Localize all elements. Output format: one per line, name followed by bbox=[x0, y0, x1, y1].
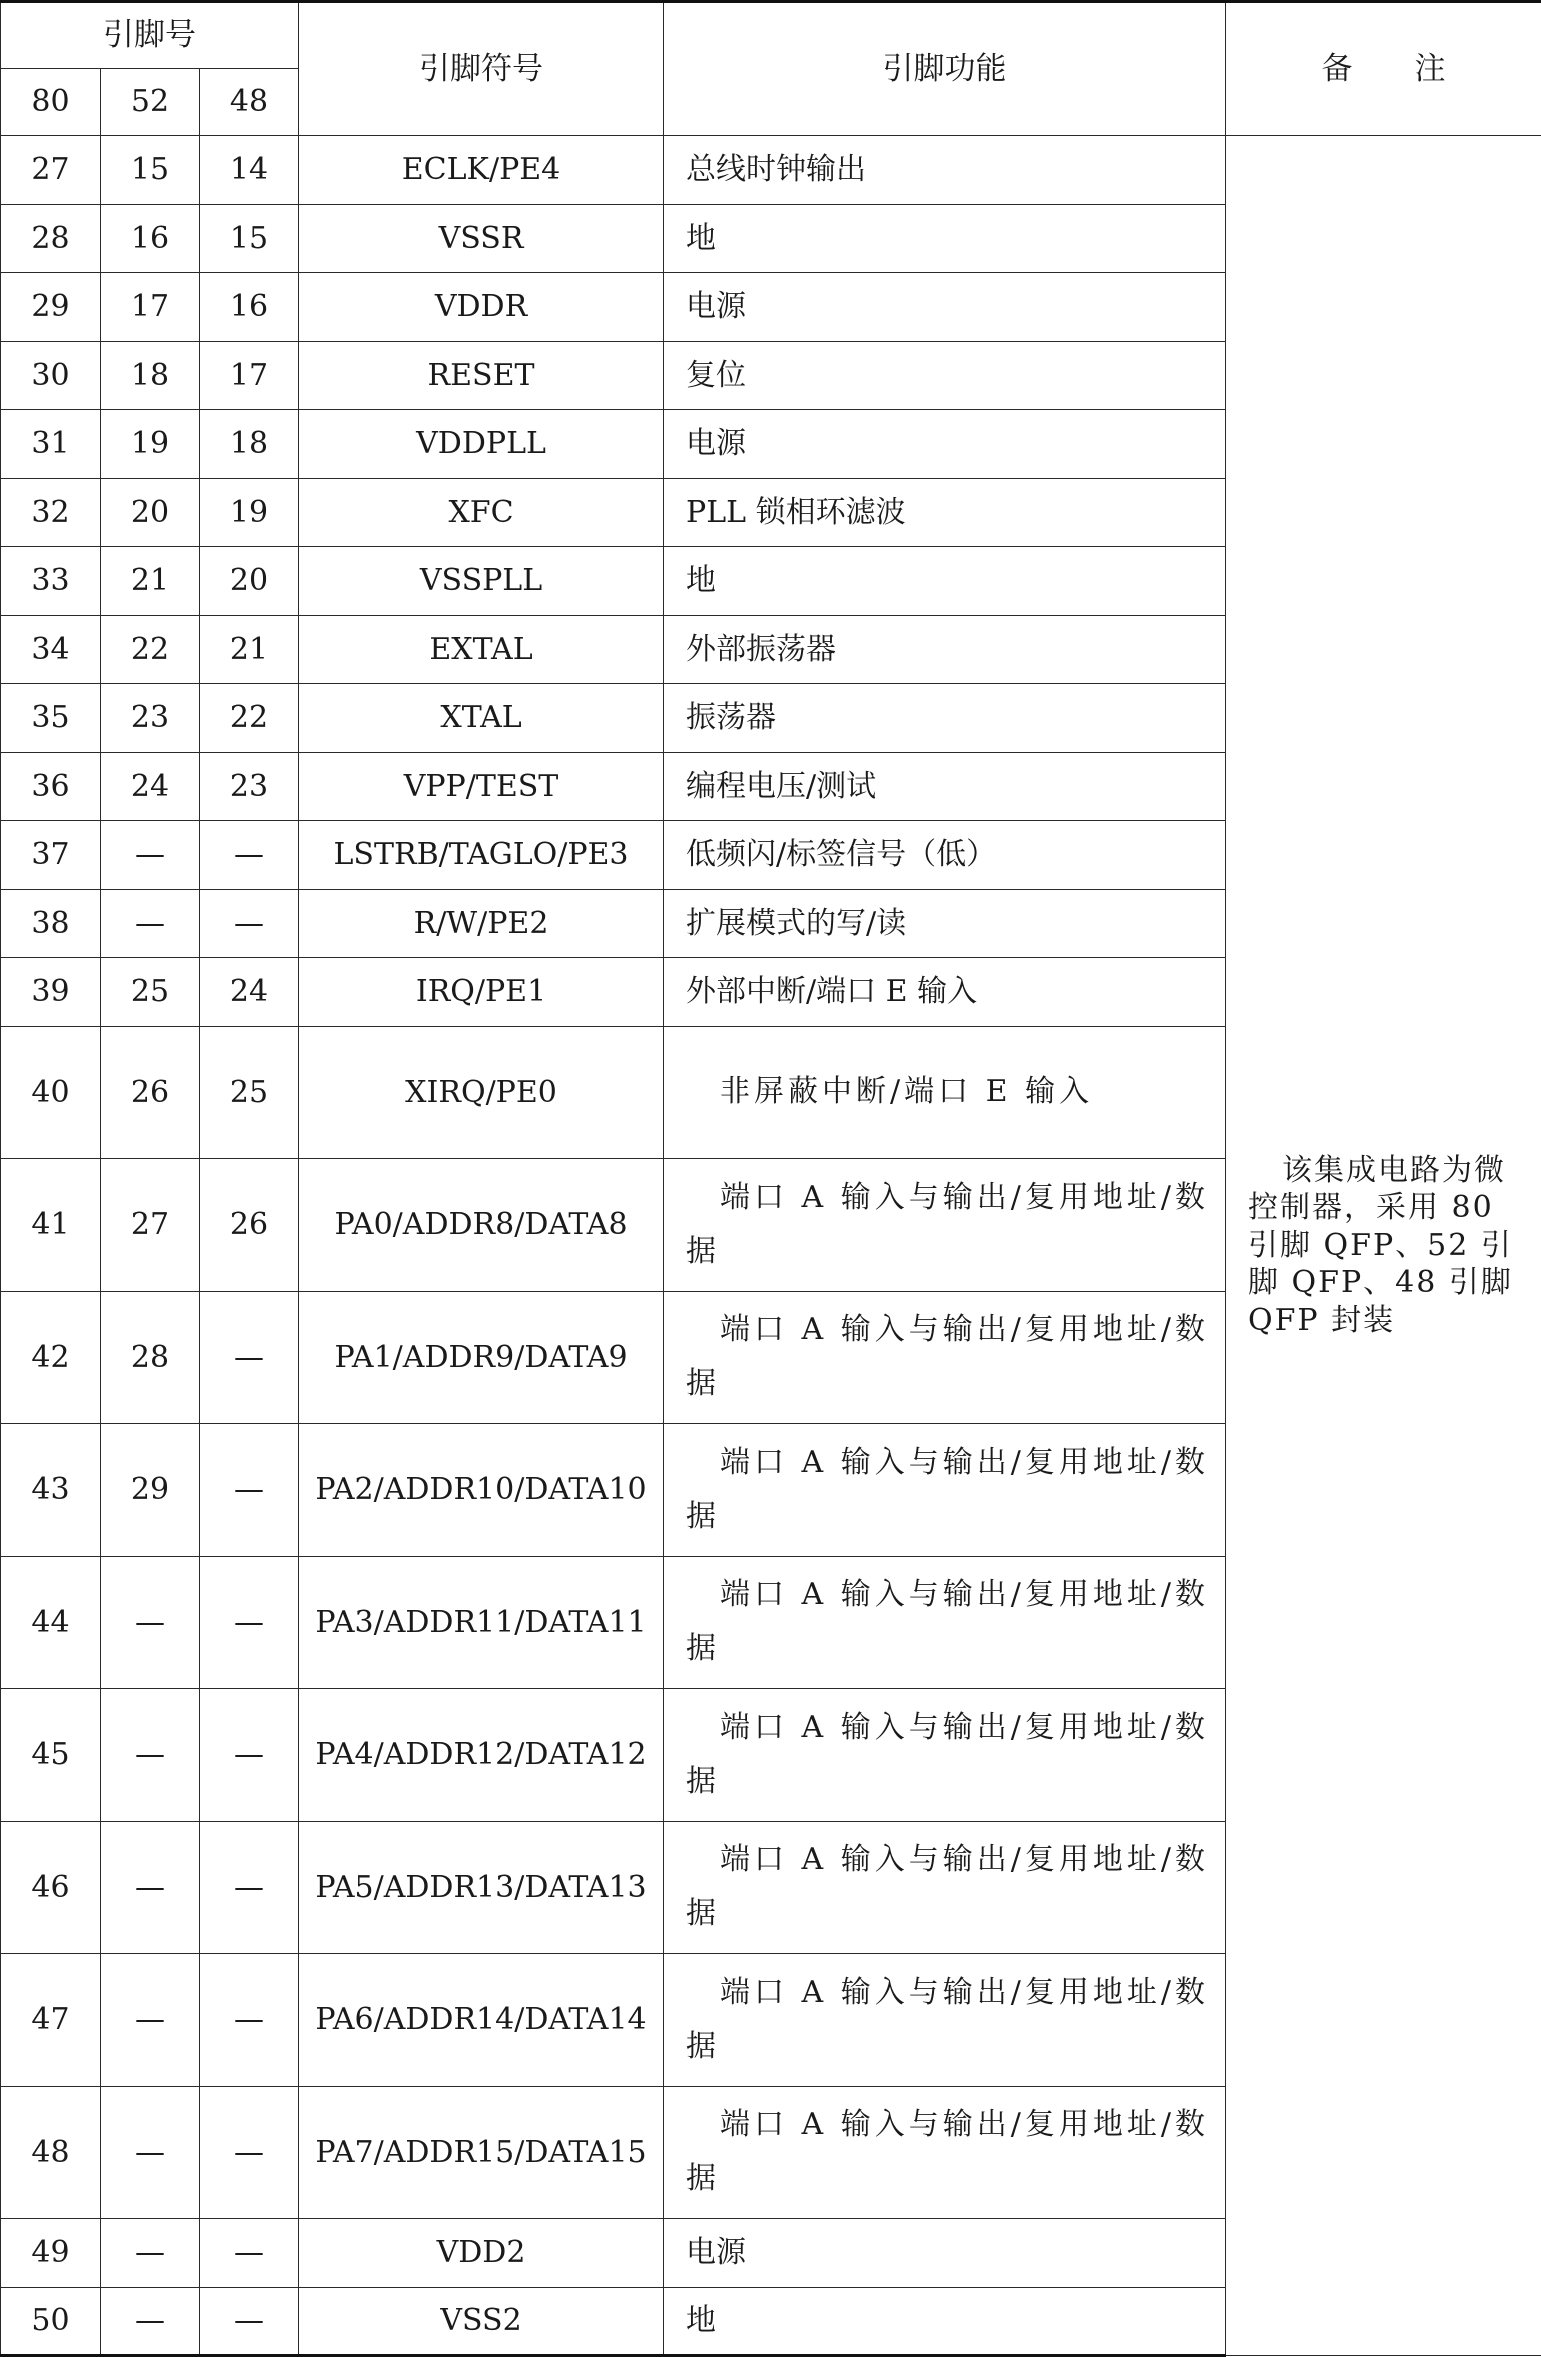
pin-symbol-cell: VSSPLL bbox=[299, 547, 664, 616]
pin-52-cell: — bbox=[101, 2219, 200, 2288]
pin-48-cell: 20 bbox=[200, 547, 299, 616]
pin-48-cell: 17 bbox=[200, 341, 299, 410]
pin-function-cell: PLL 锁相环滤波 bbox=[664, 478, 1226, 547]
pin-52-cell: — bbox=[101, 1556, 200, 1689]
pin-52-cell: 26 bbox=[101, 1026, 200, 1159]
remark-text: 该集成电路为微控制器，采用 80 引脚 QFP、52 引脚 QFP、48 引脚 QFP 封装 bbox=[1248, 1152, 1523, 1340]
header-pkg-48: 48 bbox=[200, 69, 299, 136]
pin-80-cell: 39 bbox=[1, 958, 101, 1027]
pin-function-cell: 外部中断/端口 E 输入 bbox=[664, 958, 1226, 1027]
pin-80-cell: 31 bbox=[1, 410, 101, 479]
pin-function-cell: 端口 A 输入与输出/复用地址/数据 bbox=[664, 1424, 1226, 1557]
pin-function-cell: 地 bbox=[664, 547, 1226, 616]
pin-48-cell: 19 bbox=[200, 478, 299, 547]
pin-function-cell: 振荡器 bbox=[664, 684, 1226, 753]
pin-symbol-cell: EXTAL bbox=[299, 615, 664, 684]
pin-52-cell: 23 bbox=[101, 684, 200, 753]
pin-52-cell: 15 bbox=[101, 136, 200, 205]
pin-function-cell: 总线时钟输出 bbox=[664, 136, 1226, 205]
pin-80-cell: 40 bbox=[1, 1026, 101, 1159]
header-row-1 bbox=[1, 2, 1541, 69]
pin-symbol-cell: RESET bbox=[299, 341, 664, 410]
pin-80-cell: 36 bbox=[1, 752, 101, 821]
pin-80-cell: 45 bbox=[1, 1689, 101, 1822]
header-pkg-52: 52 bbox=[101, 69, 200, 136]
pin-80-cell: 30 bbox=[1, 341, 101, 410]
pin-52-cell: 18 bbox=[101, 341, 200, 410]
header-function: 引脚功能 bbox=[664, 2, 1226, 136]
pin-symbol-cell: VDD2 bbox=[299, 2219, 664, 2288]
pin-52-cell: 16 bbox=[101, 204, 200, 273]
pin-48-cell: — bbox=[200, 889, 299, 958]
pin-symbol-cell: PA2/ADDR10/DATA10 bbox=[299, 1424, 664, 1557]
pin-52-cell: — bbox=[101, 1821, 200, 1954]
pin-symbol-cell: PA1/ADDR9/DATA9 bbox=[299, 1291, 664, 1424]
pin-48-cell: 22 bbox=[200, 684, 299, 753]
pin-symbol-cell: VDDPLL bbox=[299, 410, 664, 479]
pin-80-cell: 38 bbox=[1, 889, 101, 958]
pin-48-cell: — bbox=[200, 821, 299, 890]
pin-symbol-cell: XIRQ/PE0 bbox=[299, 1026, 664, 1159]
pin-48-cell: 15 bbox=[200, 204, 299, 273]
pin-symbol-cell: PA5/ADDR13/DATA13 bbox=[299, 1821, 664, 1954]
header-symbol: 引脚符号 bbox=[299, 2, 664, 136]
pin-80-cell: 49 bbox=[1, 2219, 101, 2288]
pin-function-cell: 端口 A 输入与输出/复用地址/数据 bbox=[664, 1954, 1226, 2087]
pin-52-cell: 17 bbox=[101, 273, 200, 342]
pin-80-cell: 33 bbox=[1, 547, 101, 616]
pin-symbol-cell: VSSR bbox=[299, 204, 664, 273]
pin-symbol-cell: PA3/ADDR11/DATA11 bbox=[299, 1556, 664, 1689]
pin-80-cell: 50 bbox=[1, 2287, 101, 2356]
pin-symbol-cell: PA6/ADDR14/DATA14 bbox=[299, 1954, 664, 2087]
pin-48-cell: — bbox=[200, 1556, 299, 1689]
pin-52-cell: — bbox=[101, 821, 200, 890]
pin-52-cell: 27 bbox=[101, 1159, 200, 1292]
header-remark: 备 注 bbox=[1226, 2, 1541, 136]
pin-48-cell: — bbox=[200, 1821, 299, 1954]
pin-function-cell: 地 bbox=[664, 204, 1226, 273]
pin-52-cell: — bbox=[101, 2287, 200, 2356]
pin-function-cell: 扩展模式的写/读 bbox=[664, 889, 1226, 958]
pin-function-cell: 编程电压/测试 bbox=[664, 752, 1226, 821]
pin-48-cell: 24 bbox=[200, 958, 299, 1027]
pin-symbol-cell: XFC bbox=[299, 478, 664, 547]
pin-function-cell: 端口 A 输入与输出/复用地址/数据 bbox=[664, 1689, 1226, 1822]
pin-function-cell: 非屏蔽中断/端口 E 输入 bbox=[664, 1026, 1226, 1159]
pin-80-cell: 42 bbox=[1, 1291, 101, 1424]
pin-48-cell: 26 bbox=[200, 1159, 299, 1292]
pin-52-cell: 25 bbox=[101, 958, 200, 1027]
pin-symbol-cell: PA0/ADDR8/DATA8 bbox=[299, 1159, 664, 1292]
pin-function-cell: 端口 A 输入与输出/复用地址/数据 bbox=[664, 1556, 1226, 1689]
pin-function-cell: 外部振荡器 bbox=[664, 615, 1226, 684]
pin-52-cell: 19 bbox=[101, 410, 200, 479]
pin-function-cell: 端口 A 输入与输出/复用地址/数据 bbox=[664, 1291, 1226, 1424]
pin-function-cell: 复位 bbox=[664, 341, 1226, 410]
pin-48-cell: — bbox=[200, 2086, 299, 2219]
pin-80-cell: 34 bbox=[1, 615, 101, 684]
pin-80-cell: 35 bbox=[1, 684, 101, 753]
pin-symbol-cell: R/W/PE2 bbox=[299, 889, 664, 958]
pin-80-cell: 48 bbox=[1, 2086, 101, 2219]
pin-48-cell: 16 bbox=[200, 273, 299, 342]
pin-48-cell: 21 bbox=[200, 615, 299, 684]
pin-80-cell: 46 bbox=[1, 1821, 101, 1954]
pin-symbol-cell: IRQ/PE1 bbox=[299, 958, 664, 1027]
pin-52-cell: 29 bbox=[101, 1424, 200, 1557]
pin-52-cell: — bbox=[101, 2086, 200, 2219]
pin-48-cell: 14 bbox=[200, 136, 299, 205]
pin-function-cell: 电源 bbox=[664, 273, 1226, 342]
table-row bbox=[1, 136, 1541, 205]
pin-symbol-cell: PA7/ADDR15/DATA15 bbox=[299, 2086, 664, 2219]
pin-80-cell: 43 bbox=[1, 1424, 101, 1557]
pin-48-cell: 25 bbox=[200, 1026, 299, 1159]
pin-52-cell: 24 bbox=[101, 752, 200, 821]
header-pkg-80: 80 bbox=[1, 69, 101, 136]
header-pin-no: 引脚号 bbox=[1, 2, 299, 69]
pin-52-cell: 20 bbox=[101, 478, 200, 547]
pin-symbol-cell: VPP/TEST bbox=[299, 752, 664, 821]
pin-function-cell: 端口 A 输入与输出/复用地址/数据 bbox=[664, 2086, 1226, 2219]
pin-48-cell: — bbox=[200, 1954, 299, 2087]
pin-48-cell: — bbox=[200, 1424, 299, 1557]
pin-52-cell: 21 bbox=[101, 547, 200, 616]
pin-80-cell: 32 bbox=[1, 478, 101, 547]
pin-48-cell: 23 bbox=[200, 752, 299, 821]
pin-80-cell: 37 bbox=[1, 821, 101, 890]
pin-80-cell: 29 bbox=[1, 273, 101, 342]
pin-52-cell: 22 bbox=[101, 615, 200, 684]
pin-symbol-cell: VSS2 bbox=[299, 2287, 664, 2356]
pin-80-cell: 47 bbox=[1, 1954, 101, 2087]
pin-48-cell: — bbox=[200, 2287, 299, 2356]
pin-48-cell: — bbox=[200, 1689, 299, 1822]
pin-80-cell: 27 bbox=[1, 136, 101, 205]
pin-function-cell: 端口 A 输入与输出/复用地址/数据 bbox=[664, 1821, 1226, 1954]
pin-48-cell: 18 bbox=[200, 410, 299, 479]
pin-symbol-cell: PA4/ADDR12/DATA12 bbox=[299, 1689, 664, 1822]
pin-48-cell: — bbox=[200, 1291, 299, 1424]
pin-80-cell: 44 bbox=[1, 1556, 101, 1689]
pin-80-cell: 28 bbox=[1, 204, 101, 273]
pin-52-cell: 28 bbox=[101, 1291, 200, 1424]
pin-52-cell: — bbox=[101, 1954, 200, 2087]
pin-80-cell: 41 bbox=[1, 1159, 101, 1292]
pin-function-cell: 低频闪/标签信号（低） bbox=[664, 821, 1226, 890]
pin-52-cell: — bbox=[101, 1689, 200, 1822]
pin-symbol-cell: XTAL bbox=[299, 684, 664, 753]
pin-function-cell: 电源 bbox=[664, 2219, 1226, 2288]
pin-52-cell: — bbox=[101, 889, 200, 958]
pin-function-cell: 端口 A 输入与输出/复用地址/数据 bbox=[664, 1159, 1226, 1292]
pin-symbol-cell: LSTRB/TAGLO/PE3 bbox=[299, 821, 664, 890]
remark-cell bbox=[1226, 136, 1541, 2356]
pin-48-cell: — bbox=[200, 2219, 299, 2288]
pin-symbol-cell: VDDR bbox=[299, 273, 664, 342]
pin-symbol-cell: ECLK/PE4 bbox=[299, 136, 664, 205]
pin-function-cell: 电源 bbox=[664, 410, 1226, 479]
pin-function-cell: 地 bbox=[664, 2287, 1226, 2356]
